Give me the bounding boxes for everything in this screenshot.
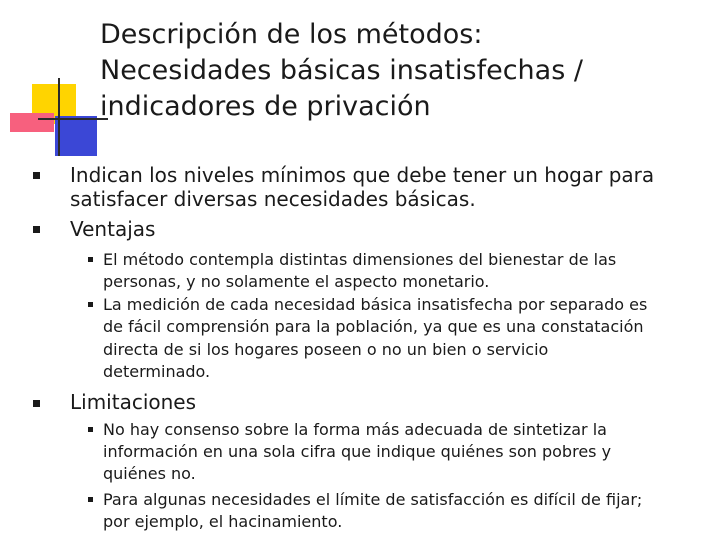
subitem-3-1-line-3: quiénes no. xyxy=(103,464,196,483)
subitem-2-2-line-1: La medición de cada necesidad básica insatisfecha por separado es xyxy=(103,295,648,314)
subitem-3-2-line-1: Para algunas necesidades el límite de satisfacción es difícil de fijar; xyxy=(103,490,643,509)
decor-red-square xyxy=(10,113,54,132)
slide-title xyxy=(100,17,710,125)
square-bullet-icon xyxy=(33,226,40,233)
subitem-3-2-line-2: por ejemplo, el hacinamiento. xyxy=(103,512,343,531)
subitem-3-1-line-2: información en una sola cifra que indique quiénes son pobres y xyxy=(103,442,612,461)
title-line-3: indicadores de privación xyxy=(100,91,431,122)
square-bullet-icon xyxy=(88,257,93,262)
square-bullet-icon xyxy=(88,497,93,502)
item-1-line-2: satisfacer diversas necesidades básicas. xyxy=(70,187,476,211)
decor-blue-square xyxy=(55,116,97,156)
item-2-heading: Ventajas xyxy=(70,217,156,241)
item-3-heading: Limitaciones xyxy=(70,390,197,414)
subitem-3-1-line-1: No hay consenso sobre la forma más adecuada de sintetizar la xyxy=(103,420,607,439)
subitem-2-2-line-4: determinado. xyxy=(103,362,211,381)
subitem-2-2-line-2: de fácil comprensión para la población, ya que es una constatación xyxy=(103,317,644,336)
decor-horizontal-line xyxy=(38,118,108,120)
square-bullet-icon xyxy=(33,400,40,407)
title-line-1: Descripción de los métodos: xyxy=(100,19,483,50)
subitem-2-1-line-2: personas, y no solamente el aspecto monetario. xyxy=(103,271,490,291)
square-bullet-icon xyxy=(33,172,40,179)
subitem-2-1-line-1: El método contempla distintas dimensiones del bienestar de las xyxy=(103,250,617,269)
square-bullet-icon xyxy=(88,302,93,307)
item-1-line-1: Indican los niveles mínimos que debe tener un hogar para xyxy=(70,163,655,187)
square-bullet-icon xyxy=(88,427,93,432)
title-line-2: Necesidades básicas insatisfechas / xyxy=(100,55,583,86)
decor-vertical-line xyxy=(58,78,60,156)
subitem-2-2-line-3: directa de si los hogares poseen o no un bien o servicio xyxy=(103,340,549,359)
